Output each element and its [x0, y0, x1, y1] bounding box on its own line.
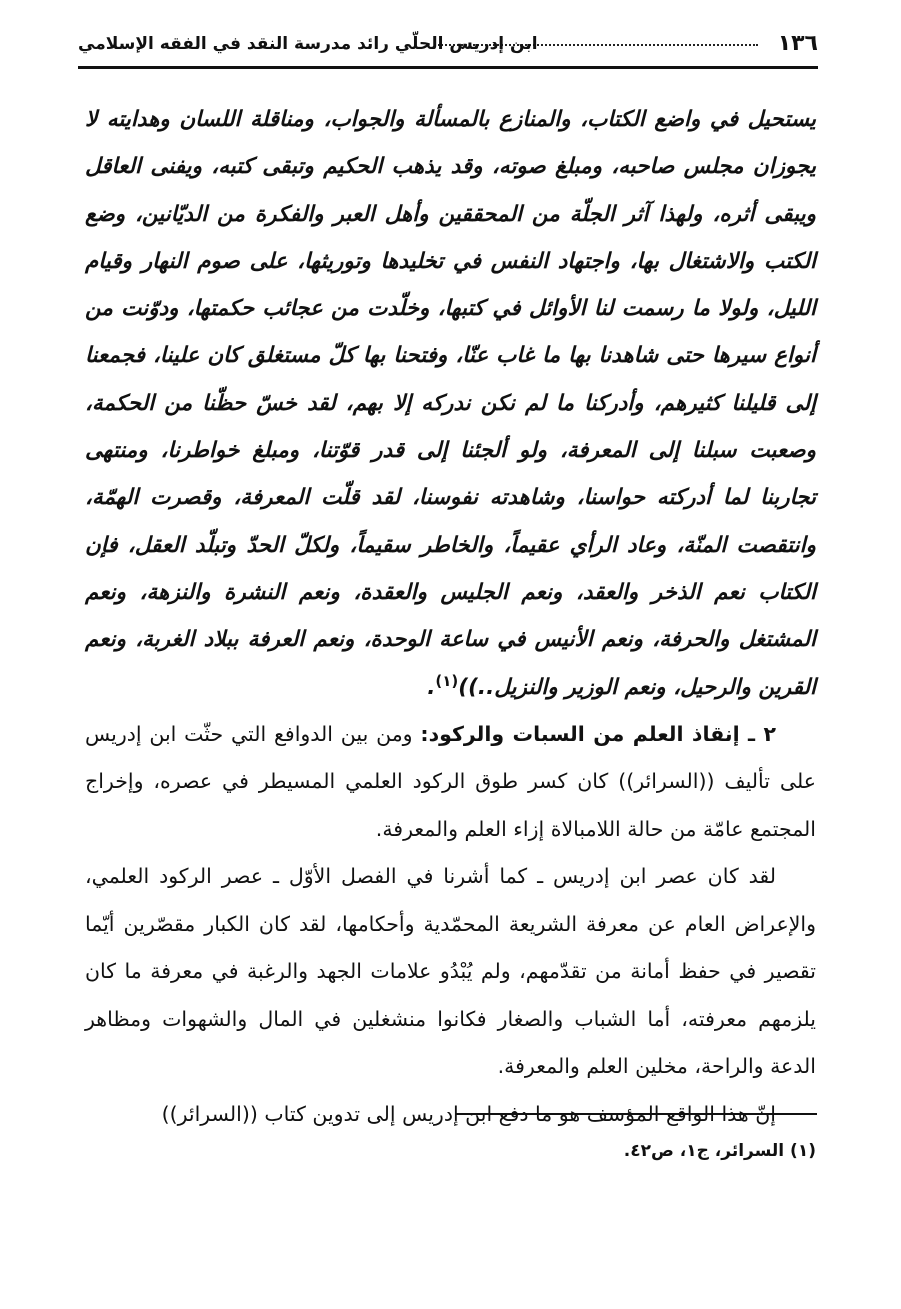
- section-text: ومن بين الدوافع التي حثّت ابن إدريس على تأليف ((السرائر)) كان كسر طوق الركود العلمي المسيطر في عصره، وإخراج المجتمع عامّة من حالة اللامبالاة إزاء العلم والمعرفة.: [85, 721, 816, 841]
- running-title: ابن إدريس الحلّي رائد مدرسة النقد في الفقه الإسلامي: [78, 34, 538, 54]
- quote-end-period: .: [427, 674, 436, 700]
- quoted-passage: [85, 96, 816, 711]
- quote-text: يستحيل في واضع الكتاب، والمنازع بالمسألة والجواب، ومناقلة اللسان وهدايته لا يجوزان مجلس صاحبه، ومبلغ صوته، وقد يذهب الحكيم وتبقى كتبه، ويفنى العاقل ويبقى أثره، ولهذا آثر الجلّة من المحققين وأهل العبر والفكرة من الديّانين، وضع الكتب والاشتغال بها، واجتهاد النفس في تخليدها وتوريثها، على صوم النهار وقيام الليل، ولولا ما رسمت لنا الأوائل في كتبها، وخلّدت من عجائب حكمتها، ودوّنت من أنواع سيرها حتى شاهدنا بها ما غاب عنّا، وفتحنا بها كلّ مستغلق كان علينا، فجمعنا إلى قليلنا كثيرهم، وأدركنا ما لم نكن ندركه إلا بهم، لقد خسّ حظّنا من الحكمة، وصعبت سبلنا إلى المعرفة، ولو ألجئنا إلى قدر قوّتنا، ومبلغ خواطرنا، ومنتهى تجاربنا لما أدركته حواسنا، وشاهدته نفوسنا، لقد قلّت المعرفة، وقصرت الهمّة، وانتقصت المنّة، وعاد الرأي عقيماً، والخاطر سقيماً، ولكلّ الحدّ وتبلّد العقل، فإن الكتاب نعم الذخر والعقد، ونعم الجليس والعقدة، ونعم النشرة والنزهة، ونعم المشتغل والحرفة، ونعم الأنيس في ساعة الوحدة، ونعم العرفة ببلاد الغربة، ونعم القرين والرحيل، ونعم الوزير والنزيل..)): [85, 107, 816, 700]
- paragraph-last: إنّ هذا الواقع المؤسف هو ما دفع ابن إدريس إلى تدوين كتاب ((السرائر)): [161, 1101, 776, 1126]
- footnote-reference: (١): [435, 671, 459, 690]
- footnote-separator: [455, 1113, 817, 1115]
- page-number: ١٣٦: [777, 31, 818, 56]
- header-rule: [78, 66, 818, 69]
- body-text: [85, 96, 816, 1138]
- section-paragraph: [85, 711, 816, 854]
- paragraph: لقد كان عصر ابن إدريس ـ كما أشرنا في الفصل الأوّل ـ عصر الركود العلمي، والإعراض العام عن معرفة الشريعة المحمّدية وأحكامها، لقد كان الكبار مقصّرين أيّما تقصير في حفظ أمانة من تقدّمهم، ولم يُبْدُو علامات الجهد والرغبة في معرفة ما كان يلزمهم معرفته، أما الشباب والصغار فكانوا منشغلين في المال والشهوات ومظاهر الدعة والراحة، مخلين العلم والمعرفة.: [85, 864, 816, 1079]
- running-header: [78, 28, 818, 68]
- section-heading: ٢ ـ إنقاذ العلم من السبات والركود:: [420, 721, 776, 746]
- footnote: (١) السرائر، ج١، ص٤٢.: [623, 1141, 816, 1161]
